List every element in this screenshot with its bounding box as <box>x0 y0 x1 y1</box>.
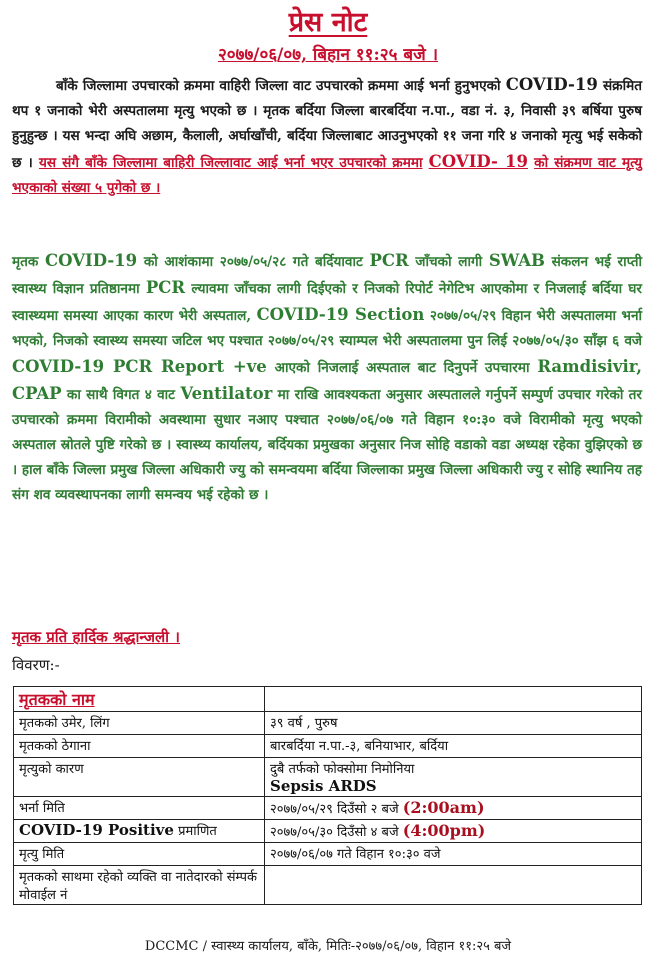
table-row <box>14 712 642 735</box>
admission-date: २०७७/०५/२९ दिउँसो २ बजे <box>270 802 399 817</box>
para2-covid-section: COVID-19 Section <box>256 305 425 324</box>
table-row <box>14 843 642 866</box>
details-label: विवरण:- <box>12 656 60 674</box>
table-cell-value <box>265 866 642 905</box>
positive-date: २०७७/०५/३० दिउँसो ४ बजे <box>270 825 399 840</box>
cause-line-1: दुबै तर्फको फोक्सोमा निमोनिया <box>270 762 415 777</box>
para2-m: आएको निजलाई अस्पताल बाट दिनुपर्ने उपचारमा <box>274 360 530 376</box>
paragraph-details <box>12 248 642 508</box>
table-cell-value <box>265 687 642 712</box>
covid-positive-label: COVID-19 Positive <box>19 821 174 839</box>
table-cell-value: बारबर्दिया न.पा.-३, बनियाभार, बर्दिया <box>265 735 642 758</box>
para2-c: को आशंकामा २०७७/०५/२८ गते बर्दियावाट <box>143 254 363 270</box>
para2-o: का साथै विगत ४ वाट <box>66 387 176 403</box>
para2-swab: SWAB <box>488 251 545 270</box>
footer-text: DCCMC / स्वास्थ्य कार्यालय, बाँके, मितिः-२०७७/०६/०७, विहान ११:२५ बजे <box>144 939 512 954</box>
deceased-name-header: मृतकको नाम <box>19 690 95 709</box>
table-cell-header <box>14 687 265 712</box>
para1-highlight-2: को संक्रमण वाट मृत्यु भएकाको संख्या ५ पुगेको छ । <box>12 155 642 196</box>
table-row <box>14 797 642 820</box>
paragraph-summary <box>12 72 642 201</box>
table-row <box>14 735 642 758</box>
confirmed-label: प्रमाणित <box>178 824 217 839</box>
table-cell-key: मृत्युको कारण <box>14 758 265 797</box>
para2-a: मृतक <box>12 254 39 270</box>
table-row <box>14 687 642 712</box>
table-cell-key: भर्ना मिति <box>14 797 265 820</box>
admission-time-en: (2:00am) <box>402 798 485 817</box>
table-cell-value: ३९ वर्ष , पुरुष <box>265 712 642 735</box>
para2-i: ल्यावमा जाँचका लागी दिईएको र निजको रिपोर्ट नेगेटिभ आएकोमा र निजलाई बर्दिया घर स्वास्थ्यमा समस्या आएका कारण भेरी अस्पताल, <box>12 281 642 324</box>
table-cell-key: मृत्यु मिति <box>14 843 265 866</box>
title-text: प्रेस नोट <box>288 7 368 38</box>
para1-highlight-1: यस संगै बाँके जिल्लामा बाहिरी जिल्लावाट आई भर्ना भएर उपचारको क्रममा <box>38 155 423 171</box>
para2-k: २०७७/०५/२९ विहान भेरी अस्पतालमा भर्ना भएको, निजको स्वास्थ्य समस्या जटिल भए पश्चात २०७७/०५/२९ स्याम्पल भेरी अस्पतालमा पुन लिई २०७७/०५/३० साँझ ६ वजे <box>12 308 643 349</box>
table-row <box>14 866 642 905</box>
para2-ventilator: Ventilator <box>180 384 273 403</box>
para2-covid: COVID-19 <box>44 251 138 270</box>
para2-pcr: PCR <box>369 251 409 270</box>
details-table <box>13 686 642 905</box>
para1-covid-term: COVID-19 <box>505 75 598 94</box>
table-cell-value <box>265 797 642 820</box>
para2-ramdisivir: Ramdisivir, CPAP <box>12 357 643 403</box>
table-cell-value: २०७७/०६/०७ गते विहान १०:३० वजे <box>265 843 642 866</box>
date-time-line <box>0 42 656 65</box>
para2-q: मा राखि आवश्यकता अनुसार अस्पतालले गर्नुपर्ने सम्पुर्ण उपचार गरेको तर उपचारको क्रममा विरामीको अवस्थामा सुधार नआए पश्चात २०७७/०६/०७ गते विहान १०:३० वजे विरामीको मृत्यु भएको अस्पताल स्रोतले पुष्टि गरेको छ । स्वास्थ्य कार्यालय, बर्दियका प्रमुखका अनुसार निज सोहि वडाको वडा अध्यक्ष रहेका वुझिएको छ । हाल बाँके जिल्ला प्रमुख जिल्ला अधिकारी ज्यु को समन्वयमा बर्दिया जिल्लाका प्रमुख जिल्ला अधिकारी ज्यु र सोहि स्थानिय तह संग शव व्यवस्थापनका लागी समन्वय भई रहेको छ । <box>12 387 642 503</box>
para2-pcr-2: PCR <box>145 278 186 297</box>
para1-text-2: संक्रमित थप १ जनाको भेरी अस्पतालमा मृत्यु भएको छ । मृतक बर्दिया जिल्ला बारबर्दिया न.पा., वडा नं. ३, निवासी ३९ बर्षिया पुरुष हुनुहुन्छ । यस भन्दा अघि अछाम, कैलाली, अर्घाखाँची, बर्दिया जिल्लाबाट आउनुभएको ११ जना गरि ४ जनाको मृत्यु भई सकेको छ । <box>12 78 643 171</box>
para1-highlight-covid: COVID- 19 <box>428 152 528 171</box>
tribute-line: मृतक प्रति हार्दिक श्रद्धान्जली । <box>12 628 180 646</box>
para2-g: संकलन भई राप्ती स्वास्थ्य विज्ञान प्रतिष्ठानमा <box>12 254 643 297</box>
table-cell-key: मृतकको उमेर, लिंग <box>14 712 265 735</box>
date-time-text: २०७७/०६/०७, बिहान ११:२५ बजे । <box>217 45 439 65</box>
table-cell-value <box>265 820 642 843</box>
cause-line-2: Sepsis ARDS <box>270 777 377 795</box>
table-cell-key: मृतकको ठेगाना <box>14 735 265 758</box>
table-cell-value <box>265 758 642 797</box>
para2-e: जाँचको लागी <box>415 254 483 270</box>
page-title <box>0 2 656 39</box>
para2-pcr-report: COVID-19 PCR Report +ve <box>12 357 267 376</box>
table-row <box>14 820 642 843</box>
para1-text-1: बाँके जिल्लामा उपचारको क्रममा वाहिरी जिल्ला वाट उपचारको क्रममा आई भर्ना हुनुभएको <box>56 78 501 94</box>
table-cell-key <box>14 820 265 843</box>
table-row <box>14 758 642 797</box>
positive-time-en: (4:00pm) <box>402 821 486 840</box>
table-cell-key: मृतकको साथमा रहेको व्यक्ति वा नातेदारको संम्पर्क मोवाईल नं <box>14 866 265 905</box>
